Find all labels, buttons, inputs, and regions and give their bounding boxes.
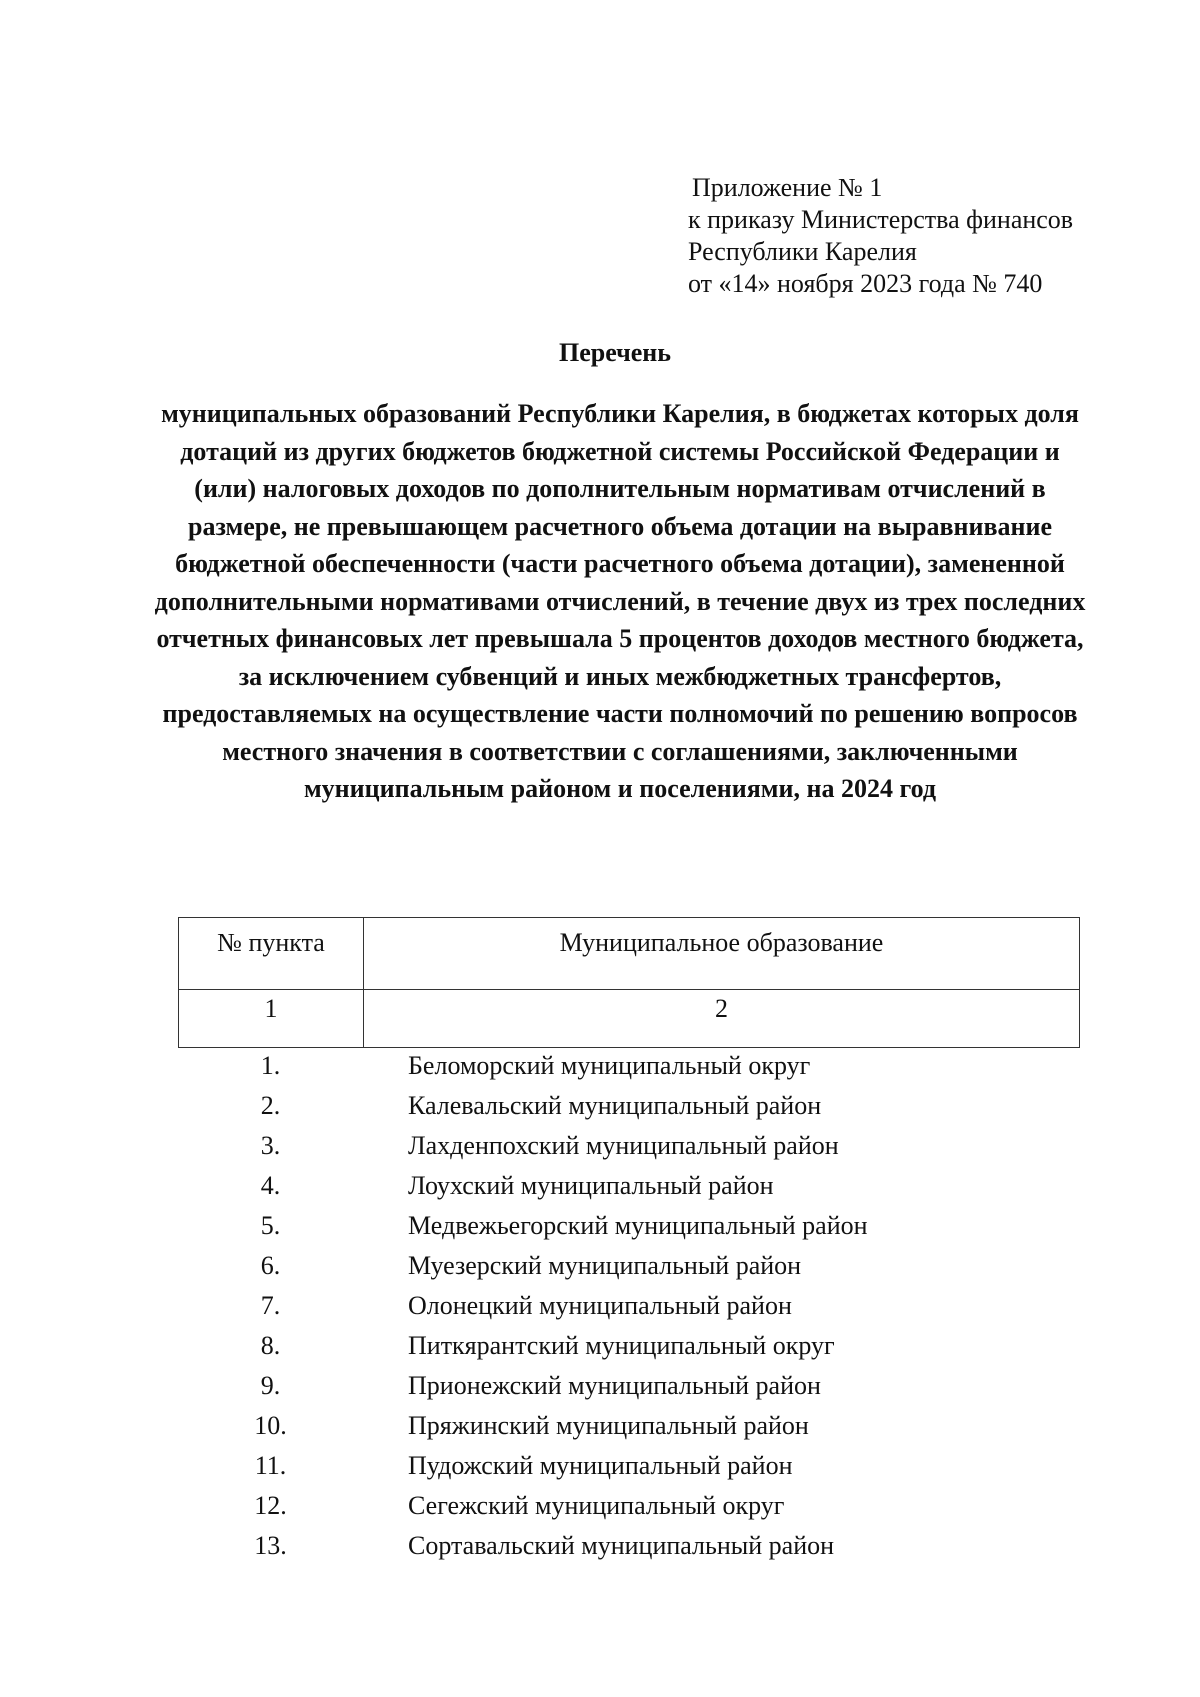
column-number-1: 1 (179, 990, 364, 1048)
column-number-2: 2 (364, 990, 1080, 1048)
row-municipality: Питкярантский муниципальный округ (408, 1331, 835, 1360)
table-row (178, 1486, 1080, 1526)
row-number: 8. (260, 1331, 281, 1360)
table-row (178, 1246, 1080, 1286)
appendix-order-ref: к приказу Министерства финансов (688, 205, 1074, 234)
document-subtitle: муниципальных образований Республики Карелия, в бюджетах которых доля дотаций из других бюджетов бюджетной системы Российской Федерации и (или) налоговых доходов по дополнительным нормативам отчислений в размере, не превышающем расчетного объема дотации на выравнивание бюджетной обеспеченности (части расчетного объема дотации), замененной дополнительными нормативами отчислений, в течение двух из трех последних отчетных финансовых лет превышала 5 процентов доходов местного бюджета, за исключением субвенций и иных межбюджетных трансфертов, предоставляемых на осуществление части полномочий по решению вопросов местного значения в соответствии с соглашениями, заключенными муниципальным районом и поселениями, на 2024 год (154, 399, 1086, 803)
appendix-republic: Республики Карелия (688, 237, 917, 266)
municipality-list (178, 1046, 1080, 1566)
appendix-header (688, 172, 1168, 300)
row-municipality: Муезерский муниципальный район (408, 1251, 802, 1280)
header-item-number: № пункта (179, 918, 364, 990)
row-municipality: Пряжинский муниципальный район (408, 1411, 809, 1440)
table-row (178, 1206, 1080, 1246)
table-row (178, 1166, 1080, 1206)
row-municipality: Сегежский муниципальный округ (408, 1491, 785, 1520)
table-row (178, 1126, 1080, 1166)
table-row (178, 1326, 1080, 1366)
appendix-date: от «14» ноября 2023 года № 740 (688, 269, 1043, 298)
row-municipality: Беломорский муниципальный округ (408, 1051, 811, 1080)
row-municipality: Медвежьегорский муниципальный район (408, 1211, 868, 1240)
row-number: 11. (254, 1451, 287, 1480)
row-number: 3. (260, 1131, 281, 1160)
table-row (178, 1526, 1080, 1566)
row-municipality: Лоухский муниципальный район (408, 1171, 774, 1200)
row-number: 4. (260, 1171, 281, 1200)
row-number: 12. (254, 1491, 287, 1520)
row-number: 5. (260, 1211, 281, 1240)
row-number: 6. (260, 1251, 281, 1280)
row-municipality: Пудожский муниципальный район (408, 1451, 793, 1480)
row-municipality: Лахденпохский муниципальный район (408, 1131, 839, 1160)
table-header (178, 917, 1080, 1048)
table-row (178, 1366, 1080, 1406)
row-number: 2. (260, 1091, 281, 1120)
row-number: 1. (260, 1051, 281, 1080)
table-row (178, 1446, 1080, 1486)
row-municipality: Олонецкий муниципальный район (408, 1291, 792, 1320)
table-column-numbers-row (179, 990, 1080, 1048)
table-row (178, 1286, 1080, 1326)
row-municipality: Прионежский муниципальный район (408, 1371, 821, 1400)
appendix-number: Приложение № 1 (692, 173, 883, 202)
row-number: 7. (260, 1291, 281, 1320)
document-title: Перечень (558, 338, 672, 367)
row-number: 13. (254, 1531, 287, 1560)
table-row (178, 1046, 1080, 1086)
row-municipality: Сортавальский муниципальный район (408, 1531, 835, 1560)
table-row (178, 1406, 1080, 1446)
row-municipality: Калевальский муниципальный район (408, 1091, 822, 1120)
row-number: 9. (260, 1371, 281, 1400)
header-municipality: Муниципальное образование (364, 918, 1080, 990)
row-number: 10. (254, 1411, 287, 1440)
table-header-row (179, 918, 1080, 990)
table-row (178, 1086, 1080, 1126)
